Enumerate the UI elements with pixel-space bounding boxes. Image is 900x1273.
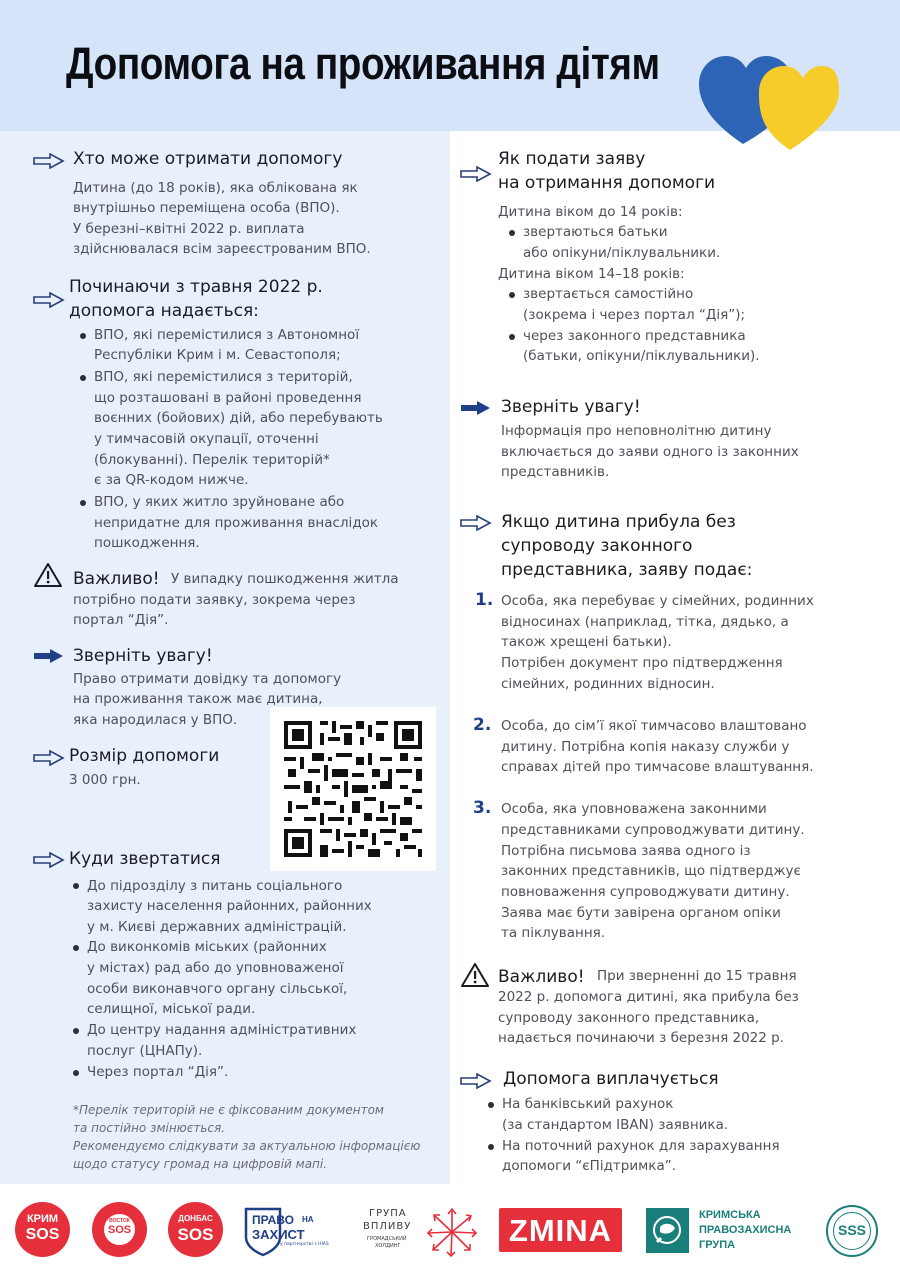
where-bullet: захисту населення районних, районних bbox=[87, 898, 372, 914]
item-line: Особа, до сім’ї якої тимчасово влаштовано bbox=[501, 718, 807, 734]
krym-sos-logo[interactable] bbox=[15, 1202, 70, 1257]
bullet-dot bbox=[73, 1070, 79, 1076]
where-bullet: Через портал “Дія”. bbox=[87, 1064, 229, 1080]
apply-heading: на отримання допомоги bbox=[498, 173, 716, 193]
item-number: 3. bbox=[473, 798, 492, 818]
since-bullet: пошкодження. bbox=[94, 535, 200, 551]
where-bullet: До центру надання адміністративних bbox=[87, 1022, 357, 1038]
where-bullet: селищної, міської ради. bbox=[87, 1001, 256, 1017]
footnote-line: щодо статусу громад на цифровій мапі. bbox=[73, 1157, 328, 1171]
item-line: дитину. Потрібна копія наказу служби у bbox=[501, 739, 790, 755]
where-bullet: у м. Києві державних адміністрацій. bbox=[87, 919, 347, 935]
apply-bullet: через законного представника bbox=[523, 328, 746, 344]
item-line: представниками супроводжувати дитину. bbox=[501, 822, 805, 838]
warning-icon bbox=[460, 962, 490, 988]
bullet-dot bbox=[488, 1144, 494, 1150]
apply-14-18: Дитина віком 14–18 років: bbox=[498, 266, 685, 282]
item-line: Заява має бути завірена органом опіки bbox=[501, 905, 781, 921]
bullet-dot bbox=[509, 292, 515, 298]
since-heading: допомога надається: bbox=[69, 301, 259, 321]
amount-value: 3 000 грн. bbox=[69, 772, 141, 788]
logo-text: ГРУПА bbox=[369, 1208, 407, 1219]
arrow-outline-icon bbox=[460, 515, 492, 531]
footnote-line: та постійно змінюється. bbox=[73, 1121, 226, 1135]
logo-text: ГРУПА bbox=[699, 1239, 736, 1251]
logo-text: SOS bbox=[107, 1224, 132, 1236]
where-bullet: особи виконавчого органу сільської, bbox=[87, 981, 348, 997]
logo-text: у партнерстві з HIAS bbox=[280, 1242, 329, 1247]
arrow-outline-icon bbox=[460, 1073, 492, 1089]
important-line: потрібно подати заявку, зокрема через bbox=[73, 592, 356, 608]
item-line: Потрібен документ про підтвердження bbox=[501, 655, 783, 671]
bullet-dot bbox=[509, 334, 515, 340]
who-line: внутрішньо переміщена особа (ВПО). bbox=[73, 200, 340, 216]
apply-bullet: звертається самостійно bbox=[523, 286, 694, 302]
hearts-icon bbox=[693, 46, 841, 154]
attention-heading: Зверніть увагу! bbox=[73, 646, 213, 666]
qr-code-panel[interactable] bbox=[270, 707, 436, 871]
attention-line: Право отримати довідку та допомогу bbox=[73, 671, 342, 687]
where-bullet: послуг (ЦНАПу). bbox=[87, 1043, 203, 1059]
who-line: здійснювалася всім зареєстрованим ВПО. bbox=[73, 241, 371, 257]
item-line: та піклування. bbox=[501, 925, 606, 941]
logo-text: ПРАВО bbox=[252, 1213, 294, 1227]
apply-bullet: (зокрема і через портал “Дія”); bbox=[523, 307, 746, 323]
logo-text: ГРОМАДСЬКИЙ bbox=[367, 1236, 407, 1242]
arrow-outline-icon bbox=[33, 750, 65, 766]
logo-text: SOS bbox=[177, 1225, 214, 1244]
bullet-dot bbox=[73, 883, 79, 889]
arrow-solid-icon bbox=[33, 648, 65, 664]
apply-bullet: або опікуни/піклувальники. bbox=[523, 245, 721, 261]
logo-text: КРИМ bbox=[26, 1213, 59, 1225]
bullet-dot bbox=[80, 500, 86, 506]
item-line: Потрібна письмова заява одного із bbox=[501, 843, 751, 859]
attention-line: на проживання також має дитина, bbox=[73, 691, 323, 707]
item-number: 1. bbox=[475, 590, 494, 610]
bullet-dot bbox=[73, 945, 79, 951]
where-bullet: До підрозділу з питань соціального bbox=[87, 878, 343, 894]
qr-code-icon[interactable] bbox=[270, 707, 436, 871]
logo-text: НА bbox=[302, 1215, 314, 1224]
logo-text: ДОНБАС bbox=[178, 1214, 213, 1223]
since-bullet: воєнних (бойових) дій, або перебувають bbox=[94, 410, 383, 426]
bullet-dot bbox=[80, 375, 86, 381]
important-line: 2022 р. допомога дитині, яка прибула без bbox=[498, 989, 799, 1005]
paid-heading: Допомога виплачується bbox=[503, 1069, 719, 1089]
donbas-sos-logo[interactable] bbox=[168, 1202, 223, 1257]
who-line: Дитина (до 18 років), яка облікована як bbox=[73, 180, 358, 196]
where-bullet: у містах) рад або до уповноваженої bbox=[87, 960, 344, 976]
pravo-na-zakhyst-logo[interactable] bbox=[244, 1207, 342, 1257]
arrow-solid-icon bbox=[460, 400, 492, 416]
item-line: сімейних, родинних відносин. bbox=[501, 676, 715, 692]
logo-text: ЗАХИСТ bbox=[252, 1227, 305, 1242]
logo-text: ПРАВОЗАХИСНА bbox=[699, 1224, 792, 1236]
item-line: Особа, яка перебуває у сімейних, родинних bbox=[501, 593, 814, 609]
important-label: Важливо! bbox=[498, 967, 585, 987]
arrows-burst-icon bbox=[425, 1205, 479, 1259]
shield-map-icon bbox=[646, 1208, 689, 1253]
bullet-dot bbox=[73, 1028, 79, 1034]
logo-text: ZMINA bbox=[508, 1213, 613, 1248]
since-bullet: ВПО, які перемістилися з Автономної bbox=[94, 327, 360, 343]
unaccompanied-heading: представника, заяву подає: bbox=[501, 560, 753, 580]
important-line: надається починаючи з березня 2022 р. bbox=[498, 1030, 785, 1046]
arrow-outline-icon bbox=[33, 852, 65, 868]
since-bullet: що розташовані в районі проведення bbox=[94, 390, 362, 406]
logo-text: ВОСТОК bbox=[109, 1218, 130, 1224]
important-line: портал “Дія”. bbox=[73, 612, 169, 628]
item-line: Особа, яка уповноважена законними bbox=[501, 801, 767, 817]
logo-text: ВПЛИВУ bbox=[363, 1221, 412, 1232]
arrow-outline-icon bbox=[33, 153, 65, 169]
since-bullet: у тимчасовій окупації, оточенні bbox=[94, 431, 319, 447]
since-bullet: ВПО, у яких житло зруйноване або bbox=[94, 494, 345, 510]
kpg-logo[interactable] bbox=[646, 1208, 806, 1256]
page-title: Допомога на проживання дітям bbox=[66, 38, 660, 89]
paid-bullet: допомоги “єПідтримка”. bbox=[502, 1158, 677, 1174]
since-bullet: є за QR-кодом нижче. bbox=[94, 472, 249, 488]
paid-bullet: (за стандартом IBAN) заявника. bbox=[502, 1117, 729, 1133]
grupa-vplyvu-logo[interactable] bbox=[357, 1205, 479, 1260]
bullet-dot bbox=[80, 333, 86, 339]
logo-text: КРИМСЬКА bbox=[699, 1209, 761, 1221]
since-bullet: непридатне для проживання внаслідок bbox=[94, 515, 379, 531]
since-heading: Починаючи з травня 2022 р. bbox=[69, 277, 323, 297]
attention-heading: Зверніть увагу! bbox=[501, 397, 641, 417]
unaccompanied-heading: супроводу законного bbox=[501, 536, 693, 556]
important-line: При зверненні до 15 травня bbox=[597, 968, 797, 984]
item-line: законних представників, що підтверджує bbox=[501, 863, 801, 879]
apply-bullet: (батьки, опікуни/піклувальники). bbox=[523, 348, 760, 364]
since-bullet: ВПО, які перемістилися з територій, bbox=[94, 369, 353, 385]
item-line: справах дітей про тимчасове влаштування. bbox=[501, 759, 814, 775]
attention-line: яка народилася у ВПО. bbox=[73, 712, 238, 728]
item-line: повноваження супроводжувати дитину. bbox=[501, 884, 790, 900]
apply-under14: Дитина віком до 14 років: bbox=[498, 204, 683, 220]
item-line: відносинах (наприклад, тітка, дядько, а bbox=[501, 614, 789, 630]
footnote-line: Рекомендуємо слідкувати за актуальною інформацією bbox=[73, 1139, 421, 1153]
arrow-outline-icon bbox=[33, 292, 65, 308]
apply-heading: Як подати заяву bbox=[498, 149, 646, 169]
bullet-dot bbox=[509, 230, 515, 236]
logo-text: SOS bbox=[25, 1226, 60, 1243]
zmina-logo[interactable] bbox=[499, 1208, 622, 1252]
logo-text: SSS bbox=[837, 1222, 866, 1238]
paid-bullet: На поточний рахунок для зарахування bbox=[502, 1138, 780, 1154]
unaccompanied-heading: Якщо дитина прибула без bbox=[501, 512, 736, 532]
important-line: У випадку пошкодження житла bbox=[171, 571, 399, 587]
vostok-sos-logo[interactable] bbox=[92, 1202, 147, 1257]
attention-line: представників. bbox=[501, 464, 610, 480]
attention-line: Інформація про неповнолітню дитину bbox=[501, 423, 772, 439]
bullet-dot bbox=[488, 1102, 494, 1108]
important-line: супроводу законного представника, bbox=[498, 1010, 760, 1026]
logo-text: ХОЛДИНГ bbox=[375, 1243, 401, 1249]
warning-icon bbox=[33, 562, 63, 588]
amount-heading: Розмір допомоги bbox=[69, 746, 220, 766]
apply-bullet: звертаються батьки bbox=[523, 224, 668, 240]
who-heading: Хто може отримати допомогу bbox=[73, 149, 343, 169]
arrow-outline-icon bbox=[460, 166, 492, 182]
item-number: 2. bbox=[473, 715, 492, 735]
item-line: також хрещені батьки). bbox=[501, 634, 672, 650]
who-line: У березні–квітні 2022 р. виплата bbox=[73, 221, 305, 237]
since-bullet: (блокуванні). Перелік територій* bbox=[94, 452, 330, 468]
where-bullet: До виконкомів міських (районних bbox=[87, 939, 327, 955]
footnote-line: *Перелік територій не є фіксованим документом bbox=[73, 1103, 384, 1117]
important-label: Важливо! bbox=[73, 569, 160, 589]
paid-bullet: На банківський рахунок bbox=[502, 1096, 674, 1112]
sss-logo[interactable] bbox=[826, 1205, 878, 1257]
attention-line: включається до заяви одного із законних bbox=[501, 444, 799, 460]
where-heading: Куди звертатися bbox=[69, 849, 221, 869]
since-bullet: Республіки Крим і м. Севастополя; bbox=[94, 347, 341, 363]
